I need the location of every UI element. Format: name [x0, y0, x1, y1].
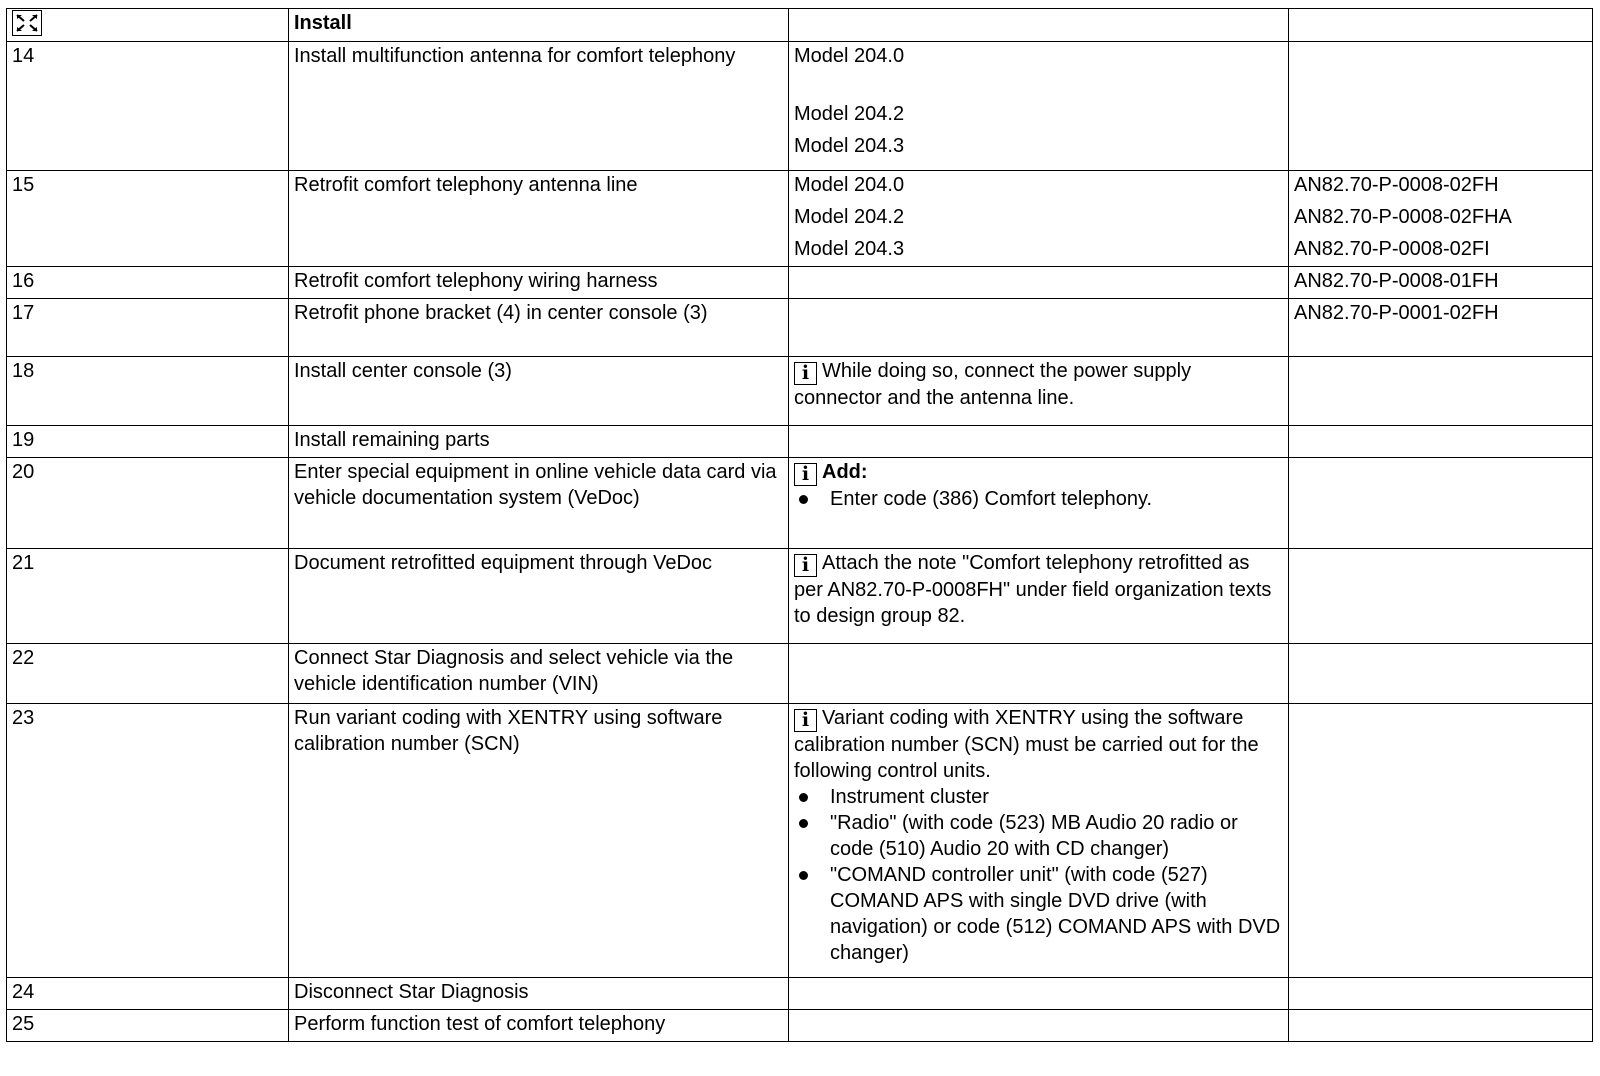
reference-link[interactable]: AN82.70-P-0008-02FI [1294, 238, 1490, 260]
list-item: Enter code (386) Comfort telephony. [794, 486, 1283, 512]
step-number: 21 [7, 549, 289, 644]
reference-cell [1289, 171, 1593, 267]
step-number: 22 [7, 644, 289, 704]
info-icon: i [794, 362, 817, 385]
note-title: Add: [822, 461, 868, 483]
list-item: Instrument cluster [794, 784, 1283, 810]
step-description: Disconnect Star Diagnosis [289, 978, 789, 1010]
model-cell [789, 171, 1289, 267]
model-cell [789, 42, 1289, 171]
step-description: Perform function test of comfort telephony [289, 1010, 789, 1042]
note-cell [789, 549, 1289, 644]
model-label: Model 204.0 [794, 174, 905, 196]
table-row [7, 42, 1593, 171]
empty-cell [789, 9, 1289, 42]
table-row [7, 458, 1593, 549]
table-row [7, 704, 1593, 978]
reference-link[interactable]: AN82.70-P-0008-02FH [1294, 174, 1499, 196]
note-text: Variant coding with XENTRY using the software calibration number (SCN) must be carried out for the following control units. [794, 707, 1259, 782]
step-number: 23 [7, 704, 289, 978]
empty-cell [1289, 9, 1593, 42]
section-title: Install [289, 9, 789, 42]
step-description: Retrofit comfort telephony wiring harness [289, 267, 789, 299]
table-row [7, 549, 1593, 644]
list-item: "COMAND controller unit" (with code (527) COMAND APS with single DVD drive (with navigation) or code (512) COMAND APS with DVD changer) [794, 862, 1283, 966]
empty-cell [789, 267, 1289, 299]
table-row [7, 1010, 1593, 1042]
model-label: Model 204.2 [794, 206, 905, 228]
table-row [7, 299, 1593, 357]
step-number: 14 [7, 42, 289, 171]
step-number: 20 [7, 458, 289, 549]
step-description: Retrofit comfort telephony antenna line [289, 171, 789, 267]
section-header-row [7, 9, 1593, 42]
empty-cell [789, 1010, 1289, 1042]
step-number: 18 [7, 357, 289, 426]
step-description: Enter special equipment in online vehicle data card via vehicle documentation system (VeDoc) [289, 458, 789, 549]
empty-cell [789, 426, 1289, 458]
info-icon: i [794, 709, 817, 732]
model-label: Model 204.3 [794, 238, 905, 260]
note-text: Attach the note "Comfort telephony retrofitted as per AN82.70-P-0008FH" under field organization texts to design group 82. [794, 552, 1272, 627]
note-cell [789, 458, 1289, 549]
empty-cell [1289, 458, 1593, 549]
section-icon-cell [7, 9, 289, 42]
empty-cell [1289, 978, 1593, 1010]
model-label: Model 204.0 [794, 45, 905, 67]
table-row [7, 426, 1593, 458]
bullet-list [794, 486, 1283, 512]
empty-cell [1289, 704, 1593, 978]
empty-cell [1289, 357, 1593, 426]
note-cell [789, 704, 1289, 978]
step-description: Run variant coding with XENTRY using software calibration number (SCN) [289, 704, 789, 978]
bullet-list [794, 784, 1283, 966]
note-cell [789, 357, 1289, 426]
step-number: 17 [7, 299, 289, 357]
step-description: Document retrofitted equipment through VeDoc [289, 549, 789, 644]
empty-cell [1289, 644, 1593, 704]
table-row [7, 978, 1593, 1010]
step-number: 25 [7, 1010, 289, 1042]
note-text: While doing so, connect the power supply connector and the antenna line. [794, 360, 1192, 409]
model-label: Model 204.2 [794, 103, 905, 125]
info-icon: i [794, 463, 817, 486]
fullscreen-arrows-icon [12, 10, 42, 36]
reference-link[interactable]: AN82.70-P-0001-02FH [1289, 299, 1593, 357]
table-row [7, 171, 1593, 267]
empty-cell [1289, 1010, 1593, 1042]
table-row [7, 357, 1593, 426]
step-description: Retrofit phone bracket (4) in center console (3) [289, 299, 789, 357]
list-item: "Radio" (with code (523) MB Audio 20 radio or code (510) Audio 20 with CD changer) [794, 810, 1283, 862]
reference-cell [1289, 42, 1593, 171]
step-description: Connect Star Diagnosis and select vehicle via the vehicle identification number (VIN) [289, 644, 789, 704]
info-icon: i [794, 554, 817, 577]
step-description: Install remaining parts [289, 426, 789, 458]
step-number: 19 [7, 426, 289, 458]
reference-link[interactable]: AN82.70-P-0008-01FH [1289, 267, 1593, 299]
procedure-table [6, 8, 1593, 1042]
reference-link[interactable]: AN82.70-P-0008-02FHA [1294, 206, 1512, 228]
step-description: Install center console (3) [289, 357, 789, 426]
step-number: 15 [7, 171, 289, 267]
empty-cell [789, 299, 1289, 357]
step-number: 24 [7, 978, 289, 1010]
empty-cell [1289, 426, 1593, 458]
step-number: 16 [7, 267, 289, 299]
empty-cell [1289, 549, 1593, 644]
empty-cell [789, 644, 1289, 704]
model-label: Model 204.3 [794, 135, 905, 157]
step-description: Install multifunction antenna for comfort telephony [289, 42, 789, 171]
table-row [7, 267, 1593, 299]
table-row [7, 644, 1593, 704]
empty-cell [789, 978, 1289, 1010]
